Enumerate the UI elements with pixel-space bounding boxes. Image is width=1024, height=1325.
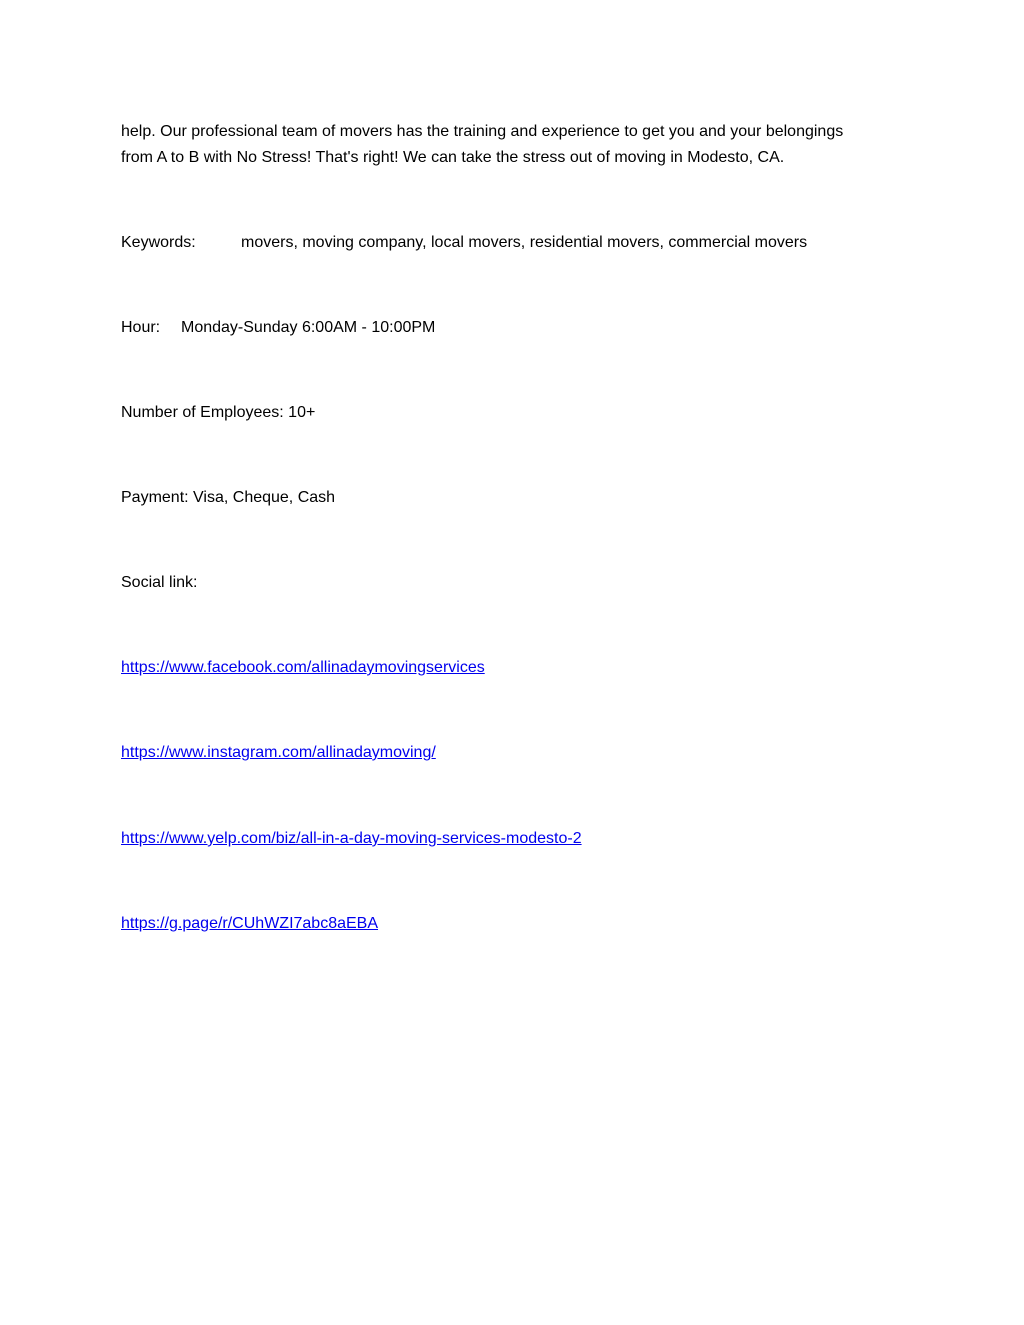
description-line-2: from A to B with No Stress! That's right! We can take the stress out of moving in Modesto, CA. bbox=[121, 149, 785, 166]
keywords-label: Keywords: bbox=[121, 234, 196, 251]
yelp-link[interactable]: https://www.yelp.com/biz/all-in-a-day-moving-services-modesto-2 bbox=[121, 830, 582, 847]
description-line-1: help. Our professional team of movers has the training and experience to get you and your belongings bbox=[121, 123, 844, 140]
facebook-link[interactable]: https://www.facebook.com/allinadaymovingservices bbox=[121, 659, 485, 676]
hours-row bbox=[121, 315, 435, 341]
payment-text: Payment: Visa, Cheque, Cash bbox=[121, 489, 336, 506]
social-link-label: Social link: bbox=[121, 574, 198, 591]
instagram-link[interactable]: https://www.instagram.com/allinadaymoving/ bbox=[121, 744, 436, 761]
keywords-row bbox=[121, 230, 807, 256]
hours-label: Hour: bbox=[121, 319, 161, 336]
hours-value: Monday-Sunday 6:00AM - 10:00PM bbox=[181, 319, 436, 336]
keywords-value: movers, moving company, local movers, residential movers, commercial movers bbox=[241, 234, 808, 251]
employees-text: Number of Employees: 10+ bbox=[121, 404, 316, 421]
google-page-link[interactable]: https://g.page/r/CUhWZI7abc8aEBA bbox=[121, 915, 379, 932]
